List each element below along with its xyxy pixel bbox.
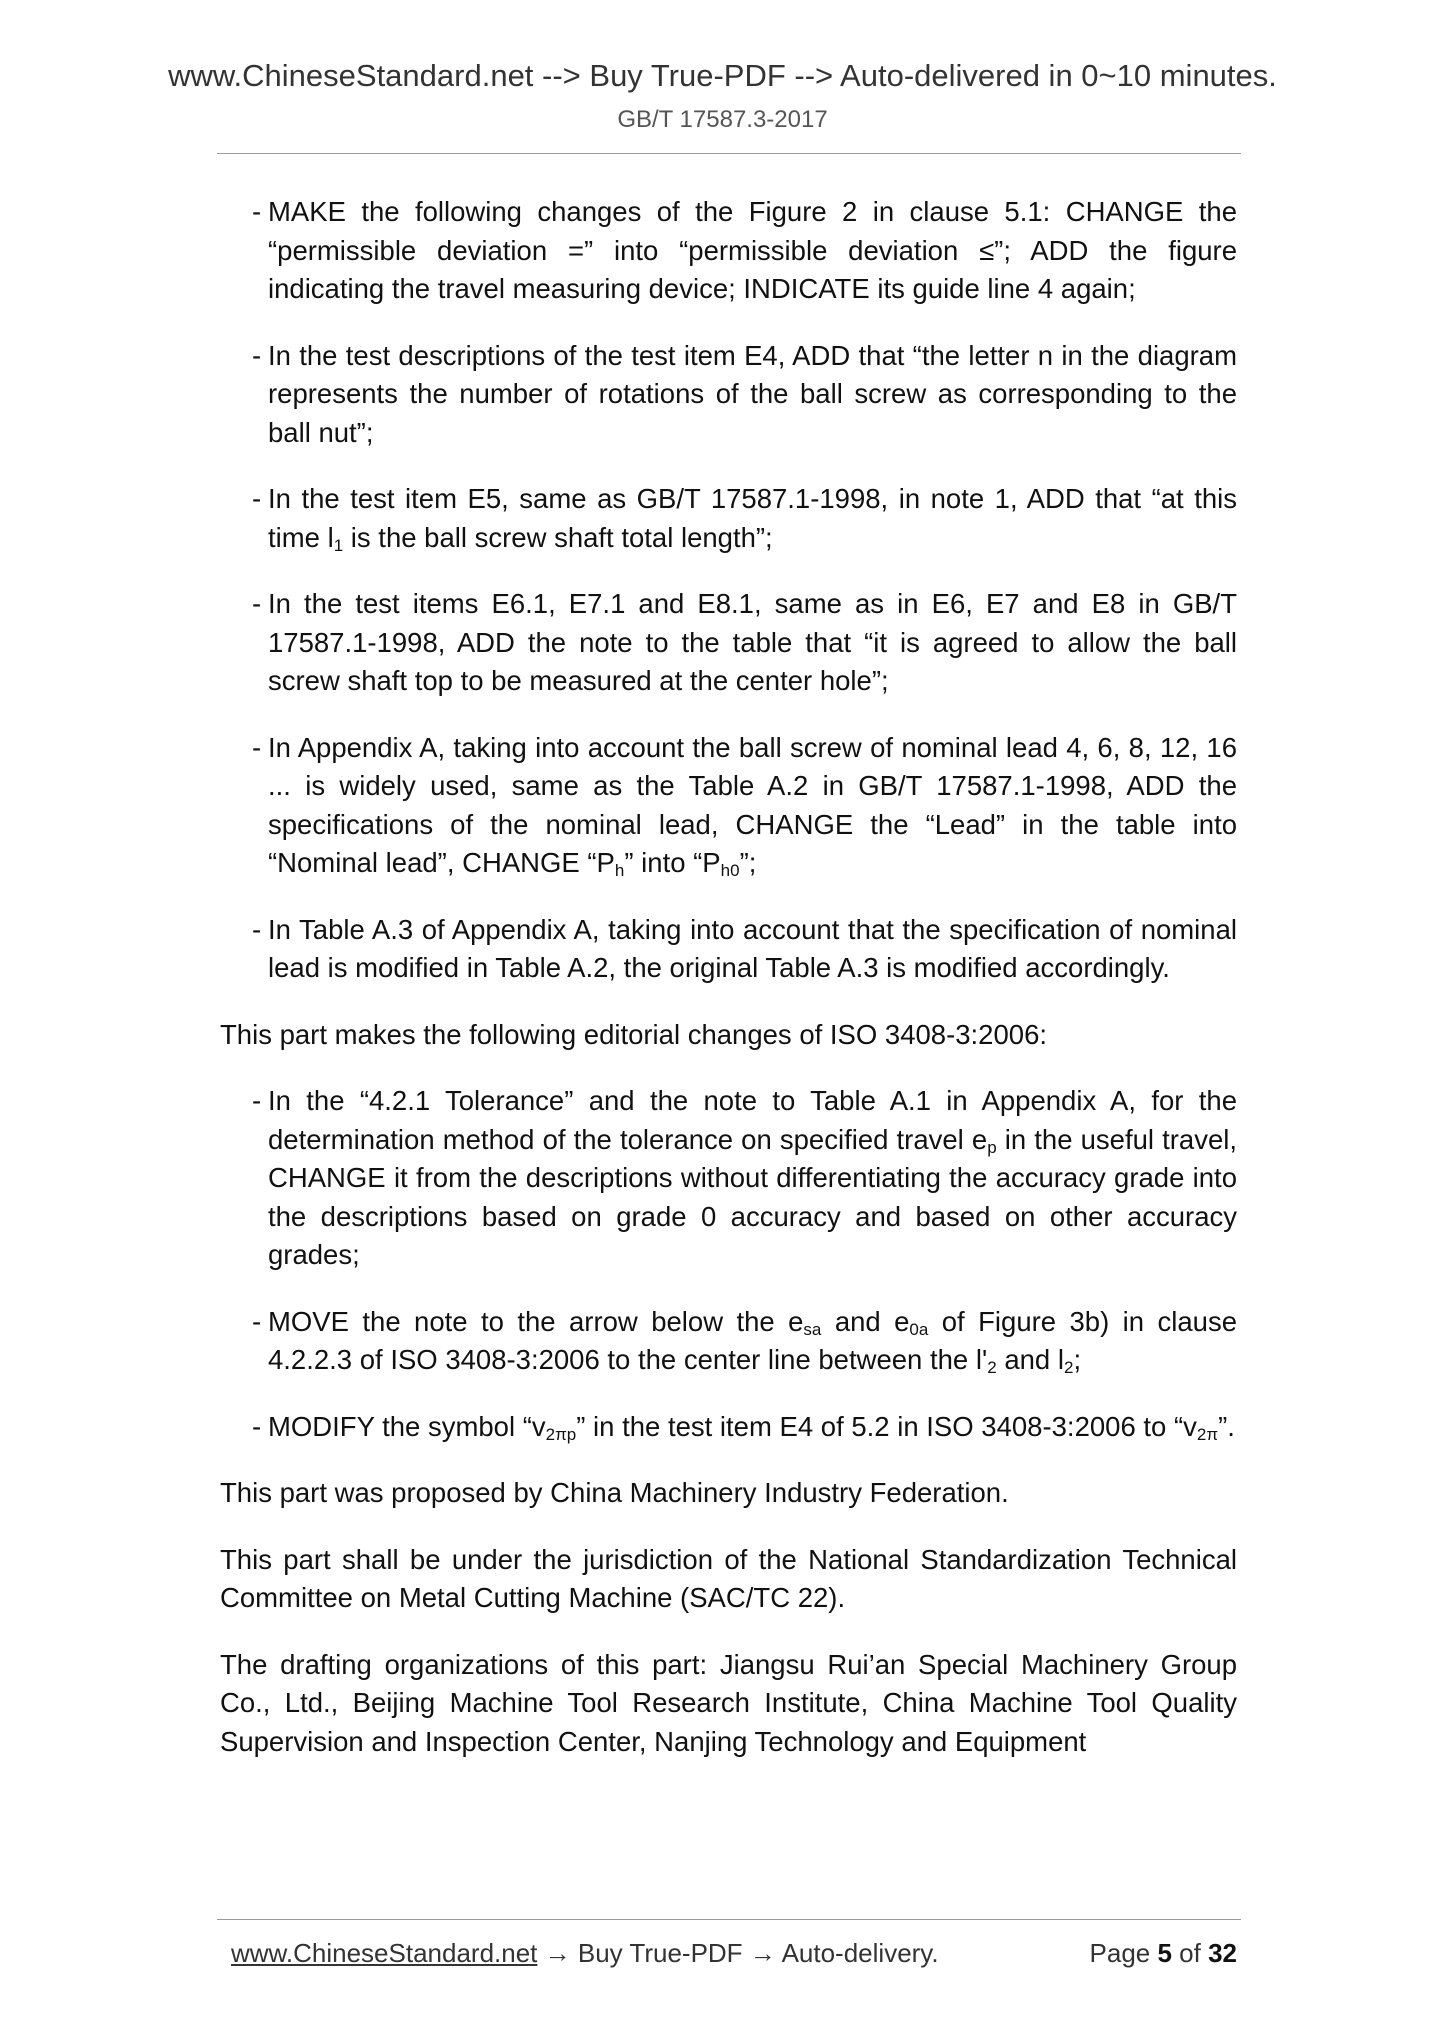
editorial-changes-list [220, 1082, 1237, 1446]
list-item: - In Appendix A, taking into account the ball screw of nominal lead 4, 6, 8, 12, 16 ... is widely used, same as the Table A.2 in GB/T 17587.1-1998, ADD the specifications of the nominal lead, CHANGE the “Lead” in the table into “Nominal lead”, CHANGE “$P_h$” into “$P_{h0}$”; [252, 731, 1237, 880]
list-item: - MODIFY the symbol “$v_{2\pi p}$” in the test item E4 of 5.2 in ISO 3408-3:2006 to “$v_{2\pi}$”. [252, 1410, 1235, 1444]
document-body [220, 193, 1237, 1789]
proposed-by-paragraph: This part was proposed by China Machinery Industry Federation. [220, 1477, 1009, 1508]
header-banner: www.ChineseStandard.net --> Buy True-PDF --> Auto-delivered in 0~10 minutes. [168, 58, 1277, 93]
editorial-intro: This part makes the following editorial changes of ISO 3408-3:2006: [220, 1018, 1048, 1050]
footer-tagline: → Buy True-PDF → Auto-delivery. [537, 1938, 939, 1968]
technical-changes-list [220, 193, 1237, 988]
footer-site-link[interactable]: www.ChineseStandard.net [231, 1938, 538, 1968]
page-footer [231, 1938, 1237, 1969]
list-item: - In the test items E6.1, E7.1 and E8.1, same as in E6, E7 and E8 in GB/T 17587.1-1998, ADD the note to the table that “it is agreed to allow the ball screw shaft top to be measured at the center hole”; [252, 588, 1237, 696]
list-item: - MAKE the following changes of the Figure 2 in clause 5.1: CHANGE the “permissible deviation =” into “permissible deviation ≤”; ADD the figure indicating the travel measuring device; INDICATE its guide line 4 again; [252, 196, 1237, 304]
page-number: Page 5 of 32 [1089, 1938, 1237, 1968]
drafting-organizations-paragraph: The drafting organizations of this part: Jiangsu Rui’an Special Machinery Group Co., Ltd., Beijing Machine Tool Research Institute, China Machine Tool Quality Supervision and Inspection Center, Nanjing Technology and Equipment [220, 1648, 1237, 1757]
list-item-text: In Table A.3 of Appendix A, taking into account that the specification of nominal lead is modified in Table A.2, the original Table A.3 is modified accordingly. [268, 913, 1237, 983]
list-item: - In Table A.3 of Appendix A, taking into account that the specification of nominal lead is modified in Table A.2, the original Table A.3 is modified accordingly. [252, 913, 1237, 983]
list-item-text: MAKE the following changes of the Figure 2 in clause 5.1: CHANGE the “permissible deviation =” into “permissible deviation ≤”; ADD the figure indicating the travel measuring device; INDICATE its guide line 4 again; [268, 196, 1237, 304]
jurisdiction-paragraph: This part shall be under the jurisdiction of the National Standardization Technical Committee on Metal Cutting Machine (SAC/TC 22). [220, 1543, 1237, 1613]
footer-divider [217, 1919, 1241, 1920]
list-item: - In the test item E5, same as GB/T 17587.1-1998, in note 1, ADD that “at this time $l_1$ is the ball screw shaft total length”; [252, 483, 1237, 555]
list-item-text: In the test descriptions of the test item E4, ADD that “the letter n in the diagram represents the number of rotations of the ball screw as corresponding to the ball nut”; [268, 339, 1237, 448]
list-item: - In the test descriptions of the test item E4, ADD that “the letter n in the diagram represents the number of rotations of the ball screw as corresponding to the ball nut”; [252, 339, 1237, 448]
list-item: - In the “4.2.1 Tolerance” and the note to Table A.1 in Appendix A, for the determination method of the tolerance on specified travel $e_p$ in the useful travel, CHANGE it from the descriptions without differentiating the accuracy grade into the descriptions based on grade 0 accuracy and based on other accuracy grades; [252, 1085, 1237, 1270]
list-item-text: In the test items E6.1, E7.1 and E8.1, same as in E6, E7 and E8 in GB/T 17587.1-1998, ADD the note to the table that “it is agreed to allow the ball screw shaft top to be measured at the center hole”; [268, 588, 1237, 696]
standard-number: GB/T 17587.3-2017 [617, 106, 828, 133]
list-item: - MOVE the note to the arrow below the $e_{sa}$ and $e_{0a}$ of Figure 3b) in clause 4.2.2.3 of ISO 3408-3:2006 to the center line between the $l'_2$ and $l_2$; [252, 1305, 1237, 1377]
header-divider [217, 153, 1241, 154]
